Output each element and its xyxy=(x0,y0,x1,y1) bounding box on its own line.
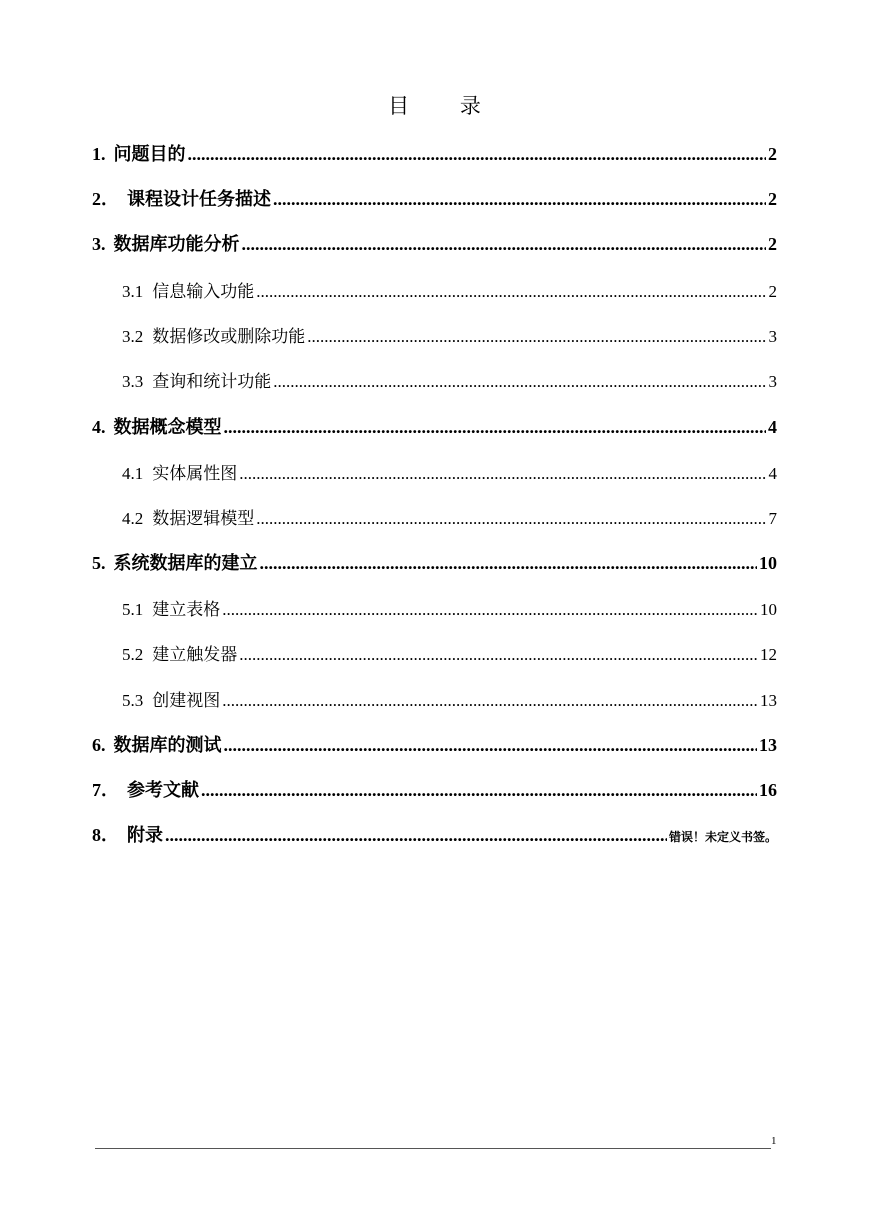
toc-entry-number: 3.1 xyxy=(122,282,144,301)
toc-entry-3-3[interactable] xyxy=(92,367,777,392)
toc-entry-label: 数据修改或删除功能 xyxy=(152,327,306,347)
toc-entry-5-2[interactable] xyxy=(92,640,777,665)
toc-entry-page: 10 xyxy=(760,600,777,619)
toc-leader-dots xyxy=(224,417,767,438)
toc-entry-number: 4.1 xyxy=(122,464,144,483)
toc-entry-page: 16 xyxy=(759,780,777,800)
toc-entry-page: 3 xyxy=(768,372,777,391)
toc-entry-page: 2 xyxy=(768,189,777,209)
toc-leader-dots xyxy=(239,645,758,665)
toc-entry-label: 问题目的 xyxy=(113,144,186,165)
toc-entry-number: 1. xyxy=(92,144,106,164)
toc-entry-label: 建立表格 xyxy=(152,600,221,620)
toc-leader-dots xyxy=(273,372,766,392)
toc-leader-dots xyxy=(222,691,758,711)
toc-entry-3-1[interactable] xyxy=(92,277,777,302)
toc-leader-dots xyxy=(256,282,766,302)
toc-entry-page: 3 xyxy=(768,327,777,346)
toc-entry-3-2[interactable] xyxy=(92,322,777,347)
toc-entry-number: 5.3 xyxy=(122,691,144,710)
toc-entry-page: 4 xyxy=(768,464,777,483)
toc-entry-label: 数据概念模型 xyxy=(113,417,222,438)
toc-entry-number: 8． xyxy=(92,825,119,845)
toc-entry-5-1[interactable] xyxy=(92,595,777,620)
toc-leader-dots xyxy=(273,189,766,210)
toc-entry-number: 7． xyxy=(92,780,119,800)
toc-entry-number: 4. xyxy=(92,417,106,437)
toc-entry-4-1[interactable] xyxy=(92,459,777,484)
toc-entry-page: 2 xyxy=(768,144,777,164)
toc-entry-3[interactable] xyxy=(92,230,777,256)
toc-entry-number: 5. xyxy=(92,553,106,573)
toc-entry-label: 创建视图 xyxy=(152,691,221,711)
page-number: 1 xyxy=(771,1135,777,1147)
toc-entry-label: 建立触发器 xyxy=(152,645,238,665)
toc-entry-number: 5.2 xyxy=(122,645,144,664)
toc-entry-label: 数据逻辑模型 xyxy=(152,509,255,529)
toc-entry-number: 2． xyxy=(92,189,119,209)
toc-entry-4[interactable] xyxy=(92,413,777,439)
toc-title: 目 录 xyxy=(388,94,503,118)
toc-entry-number: 3.2 xyxy=(122,327,144,346)
toc-entry-8[interactable] xyxy=(92,821,777,847)
toc-entry-number: 6. xyxy=(92,735,106,755)
toc-entry-page: 13 xyxy=(759,735,777,755)
toc-entry-page: 13 xyxy=(760,691,777,710)
toc-entry-page: 10 xyxy=(759,553,777,573)
toc-entry-number: 5.1 xyxy=(122,600,144,619)
toc-entry-label: 课程设计任务描述 xyxy=(127,189,271,210)
toc-entry-6[interactable] xyxy=(92,731,777,757)
toc-entry-label: 参考文献 xyxy=(127,780,199,801)
toc-entry-4-2[interactable] xyxy=(92,504,777,529)
toc-leader-dots xyxy=(201,780,757,801)
toc-entry-5-3[interactable] xyxy=(92,686,777,711)
toc-leader-dots xyxy=(242,234,767,255)
toc-entry-number: 3. xyxy=(92,234,106,254)
toc-entry-page: 4 xyxy=(768,417,777,437)
toc-entry-2[interactable] xyxy=(92,185,777,211)
toc-entry-label: 实体属性图 xyxy=(152,464,238,484)
toc-entry-number: 3.3 xyxy=(122,372,144,391)
toc-entry-label: 信息输入功能 xyxy=(152,282,255,302)
toc-entry-5[interactable] xyxy=(92,549,777,575)
toc-leader-dots xyxy=(222,600,758,620)
toc-leader-dots xyxy=(307,327,766,347)
toc-entry-1[interactable] xyxy=(92,140,777,166)
footer-divider xyxy=(95,1148,771,1149)
toc-leader-dots xyxy=(224,735,758,756)
toc-leader-dots xyxy=(260,553,758,574)
toc-entry-number: 4.2 xyxy=(122,509,144,528)
toc-leader-dots xyxy=(256,509,766,529)
toc-entry-page: 2 xyxy=(768,234,777,254)
toc-leader-dots xyxy=(188,144,767,165)
toc-entry-page: 12 xyxy=(760,645,777,664)
toc-entry-label: 查询和统计功能 xyxy=(152,372,272,392)
toc-entry-7[interactable] xyxy=(92,776,777,802)
toc-leader-dots xyxy=(165,825,667,846)
toc-entry-label: 数据库功能分析 xyxy=(113,234,240,255)
toc-entry-page: 7 xyxy=(768,509,777,528)
toc-entry-label: 附录 xyxy=(127,825,163,846)
toc-entry-label: 数据库的测试 xyxy=(113,735,222,756)
toc-entry-page: 2 xyxy=(768,282,777,301)
toc-entry-page-error: 错误！未定义书签。 xyxy=(668,830,777,844)
toc-entry-label: 系统数据库的建立 xyxy=(113,553,258,574)
toc-leader-dots xyxy=(239,464,766,484)
